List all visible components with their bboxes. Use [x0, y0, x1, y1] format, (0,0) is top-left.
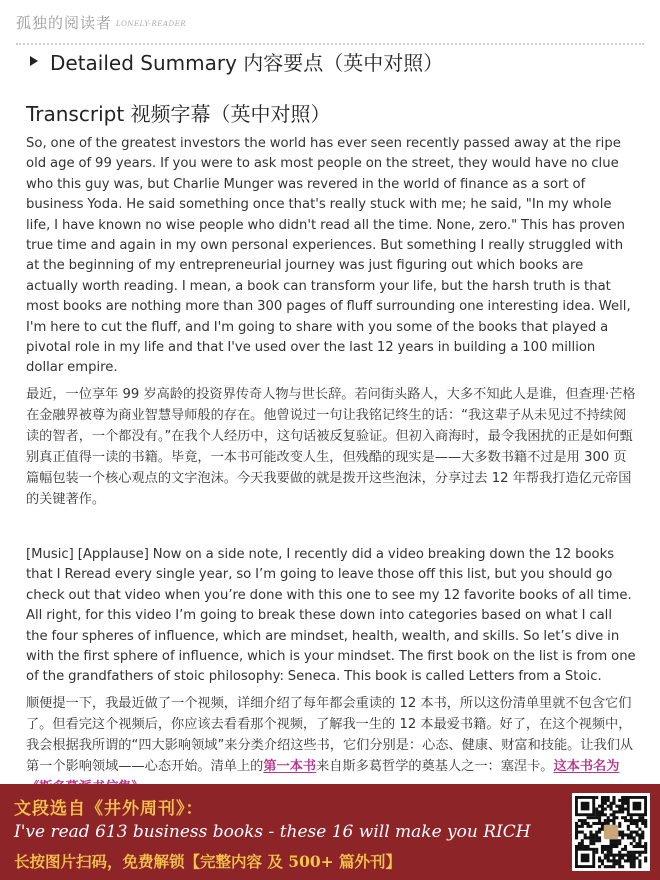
detailed-summary-toggle[interactable]	[30, 48, 443, 74]
transcript-body	[26, 134, 636, 798]
triangle-right-icon	[30, 56, 38, 66]
dotted-divider	[16, 43, 644, 45]
paragraph-chinese-2	[26, 693, 636, 798]
header	[0, 0, 660, 44]
brand-name: 孤独的阅读者	[16, 14, 113, 32]
paragraph-english-2: [Music] [Applause] Now on a side note, I recently did a video breaking down the 12 books that I Reread every single year, so I’m going to leave those off this list, but you should go check out that video when you’re done with this one to see my 12 favorite books of all time. All right, for this video I’m going to break these down into categories based on what I call the four spheres of influence, which are mindset, health, wealth, and skills. So let’s dive in with the first sphere of influence, which is your mindset. The first book on the list is from one of the grandfathers of stoic philosophy: Seneca. This book is called Letters from a Stoic.	[26, 546, 636, 685]
paragraph-chinese-2-part-a: 顺便提一下，我最近做了一个视频，详细介绍了每年都会重读的 12 本书，所以这份清单里就不包含它们了。但看完这个视频后，你应该去看看那个视频，了解我一生的 12 本最爱书籍。好了，在这个视频中，我会根据我所谓的“四大影响领域”来分类介绍这些书，它们分别是：心态、健康、财富和技能。让我们从第一个影响领域——心态开始。清单上的	[26, 695, 634, 774]
footer-banner	[0, 784, 660, 880]
first-book-link[interactable]: 第一本书	[263, 758, 317, 774]
brand-subtitle: LONELY-READER	[116, 20, 186, 28]
detailed-summary-label: Detailed Summary 内容要点（英中对照）	[50, 50, 444, 75]
paragraph-chinese-2-part-b: 来自斯多葛哲学的奠基人之一：塞涅卡。	[316, 758, 554, 774]
paragraph-chinese-1: 最近，一位享年 99 岁高龄的投资界传奇人物与世长辞。若问街头路人，大多不知此人是谁，但查理·芒格在金融界被尊为商业智慧导师般的存在。他曾说过一句让我铭记终生的话：“我这辈子从未见过不持续阅读的智者，一个都没有。”在我个人经历中，这句话被反复验证。但初入商海时，最令我困扰的正是如何甄别真正值得一读的书籍。毕竟，一本书可能改变人生，但残酷的现实是——大多数书籍不过是用 300 页篇幅包装一个核心观点的文字泡沫。今天我要做的就是拨开这些泡沫，分享过去 12 年帮我打造亿元帝国的关键著作。	[26, 386, 636, 507]
paragraph-english-1: So, one of the greatest investors the world has ever seen recently passed away at the ripe old age of 99 years. If you were to ask most people on the street, they would have no clue who this guy was, but Charlie Munger was revered in the world of finance as a sort of business Yoda. He said something once that's really stuck with me; he said, "In my whole life, I have known no wise people who didn't read all the time. None, zero." This has proven true time and again in my own personal experiences. But something I really struggled with at the beginning of my entrepreneurial journey was just figuring out which books are actually worth reading. I mean, a book can transform your life, but the harsh truth is that most books are nothing more than 300 pages of fluff surrounding one interesting idea. Well, I'm here to cut the fluff, and I'm going to share with you some of the books that played a pivotal role in my life and that I've used over the last 12 years in building a 100 million dollar empire.	[26, 136, 631, 376]
book-title-link[interactable]: 这本书名为	[553, 758, 620, 774]
transcript-heading: Transcript 视频字幕（英中对照）	[26, 102, 331, 126]
qr-code-icon[interactable]	[572, 793, 650, 871]
footer-call-to-action: 长按图片扫码，免费解锁【完整内容 及 500+ 篇外刊】	[14, 852, 402, 871]
footer-book-title: I've read 613 business books - these 16 will make you RICH	[14, 822, 531, 842]
footer-source-label: 文段选自《井外周刊》：	[14, 799, 204, 819]
qr-code-graphic	[572, 793, 650, 871]
